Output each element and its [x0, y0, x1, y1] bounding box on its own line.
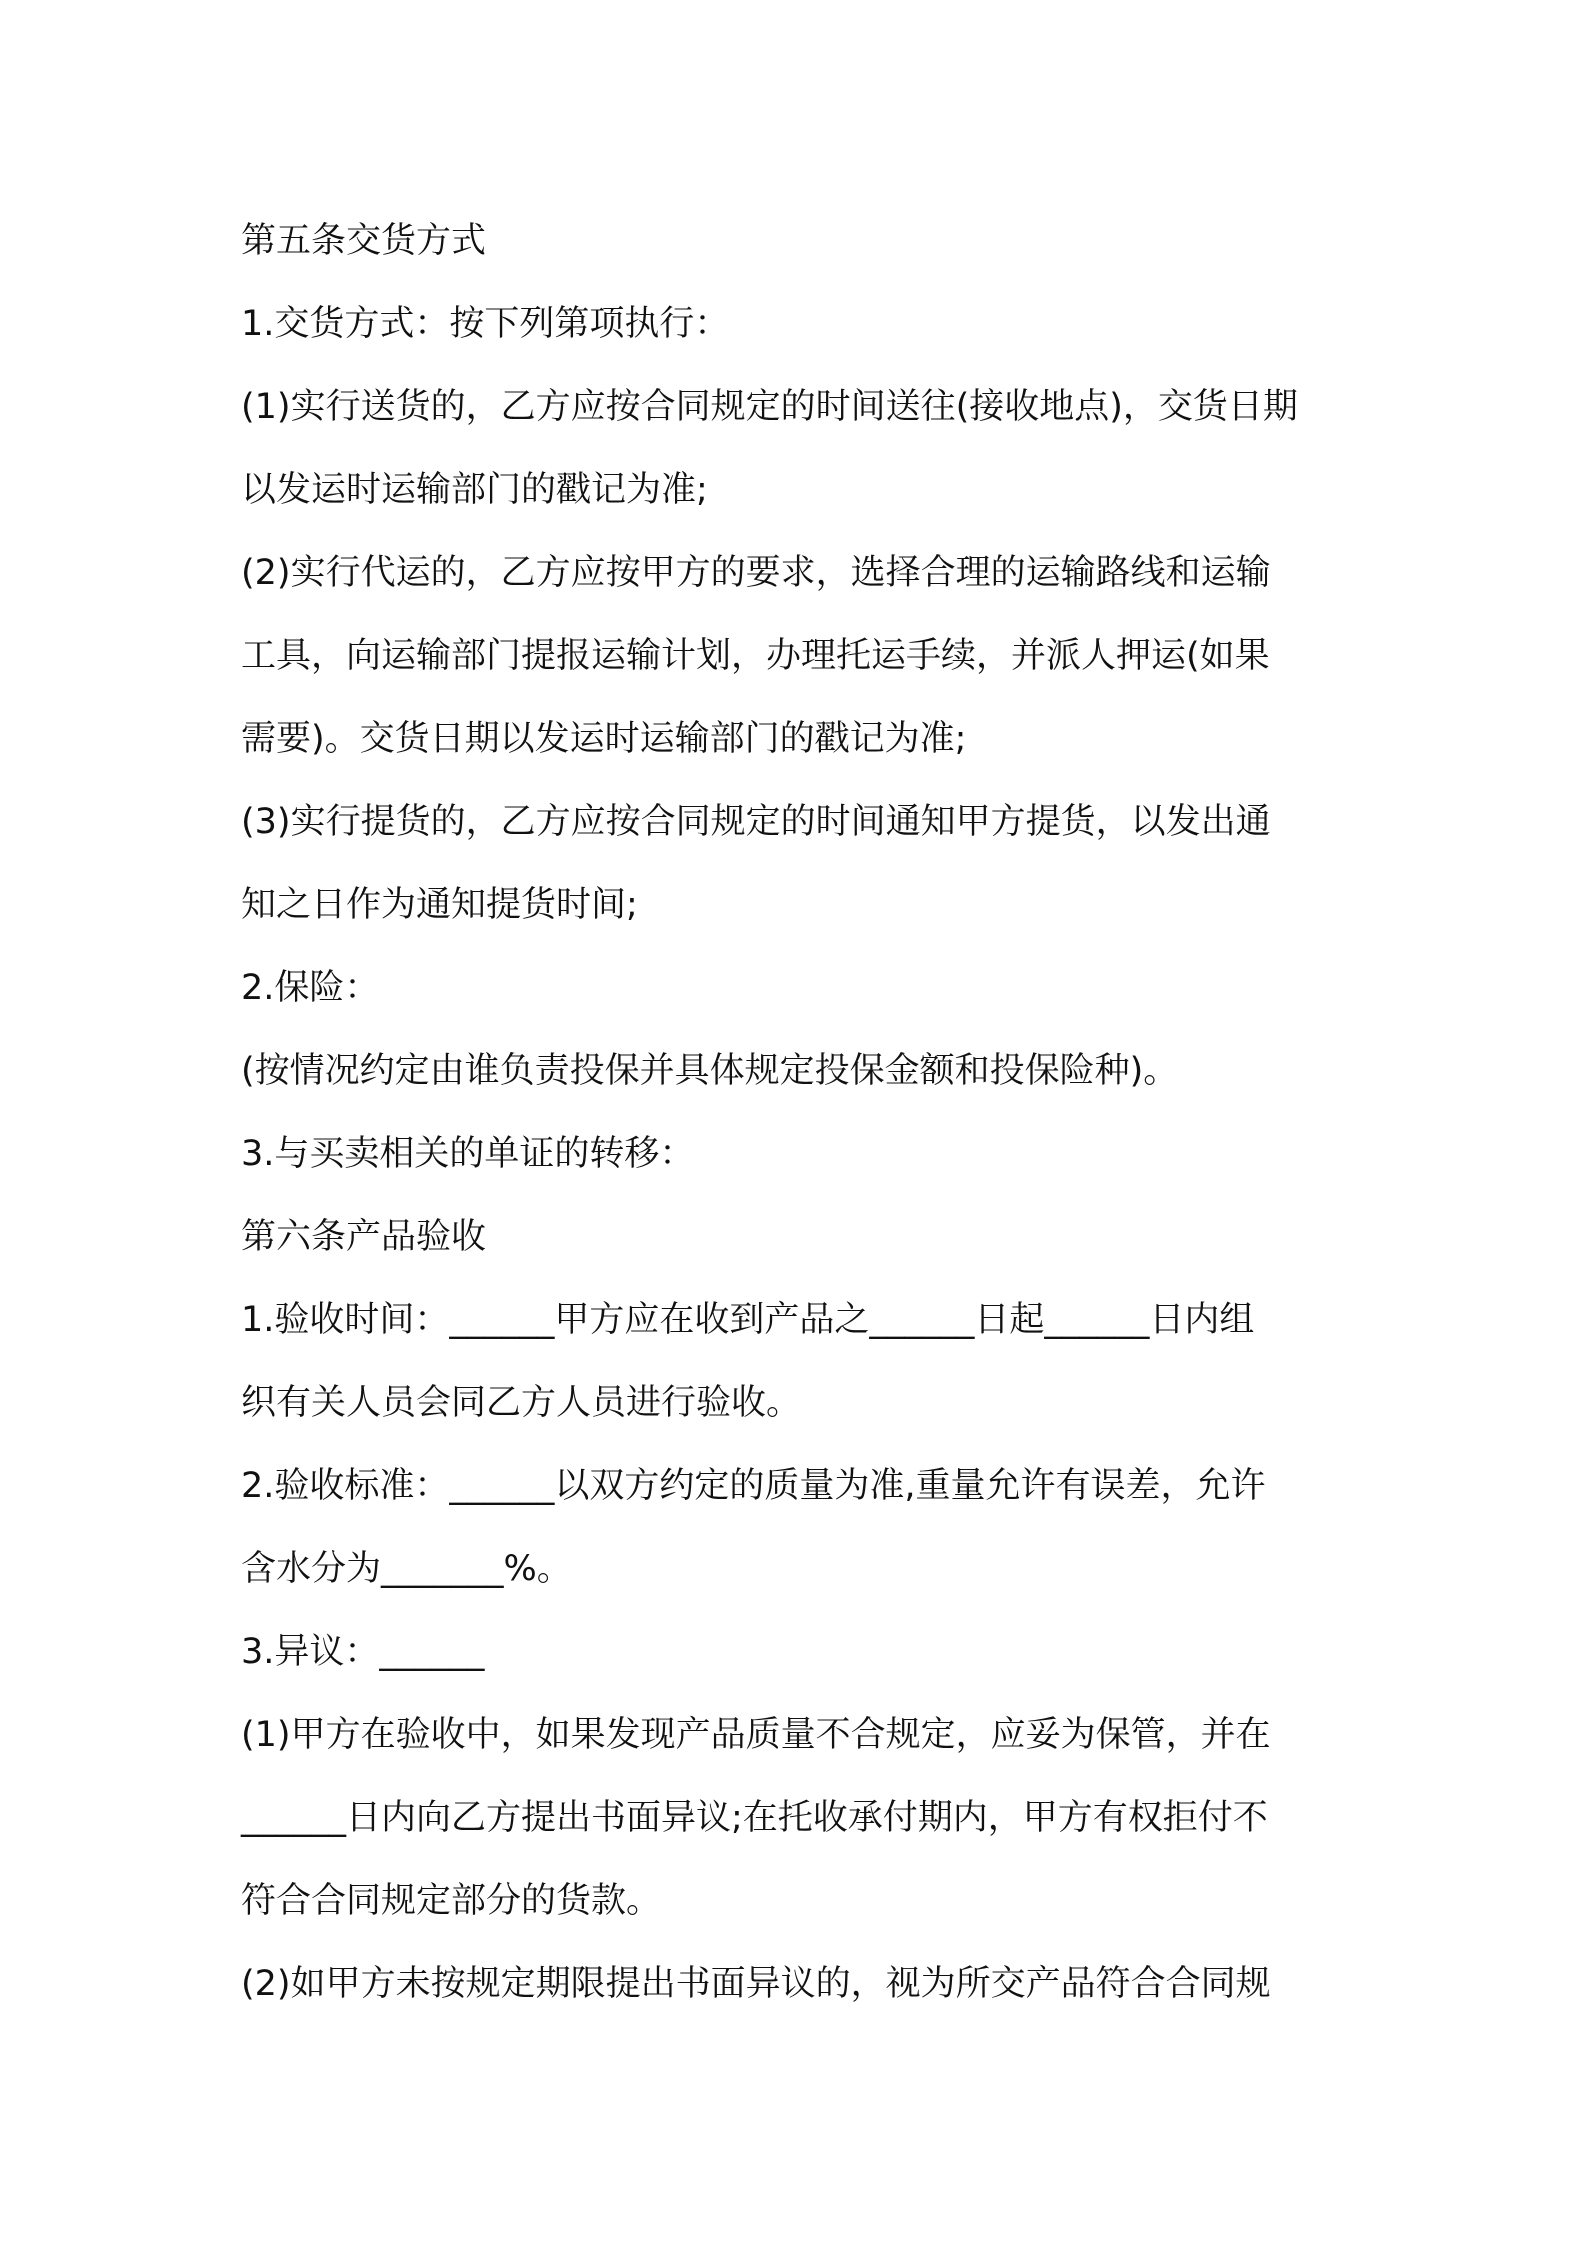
- article-6-heading: 第六条产品验收: [241, 1217, 487, 1257]
- delivery-option-2-line-3: 需要)。交货日期以发运时运输部门的戳记为准;: [241, 719, 967, 759]
- objection-item-1-line-1: (1)甲方在验收中，如果发现产品质量不合规定，应妥为保管，并在: [241, 1715, 1271, 1755]
- document-transfer-clause: 3.与买卖相关的单证的转移：: [241, 1134, 695, 1174]
- document-body: [241, 200, 1351, 2026]
- insurance-clause: 2.保险：: [241, 968, 380, 1008]
- delivery-option-1-line-1: (1)实行送货的，乙方应按合同规定的时间送往(接收地点)，交货日期: [241, 387, 1298, 427]
- objection-item-1-line-3: 符合合同规定部分的货款。: [241, 1881, 662, 1921]
- inspection-standard-line-2: 含水分为_______%。: [241, 1549, 572, 1589]
- inspection-standard-line-1: 2.验收标准：______以双方约定的质量为准,重量允许有误差，允许: [241, 1466, 1266, 1506]
- inspection-time-line-2: 织有关人员会同乙方人员进行验收。: [241, 1383, 802, 1423]
- delivery-option-1-line-2: 以发运时运输部门的戳记为准;: [241, 470, 708, 510]
- delivery-option-2-line-1: (2)实行代运的，乙方应按甲方的要求，选择合理的运输路线和运输: [241, 553, 1271, 593]
- delivery-option-2-line-2: 工具，向运输部门提报运输计划，办理托运手续，并派人押运(如果: [241, 636, 1270, 676]
- objection-item-2-line-1: (2)如甲方未按规定期限提出书面异议的，视为所交产品符合合同规: [241, 1964, 1271, 2004]
- inspection-time-line-1: 1.验收时间：______甲方应在收到产品之______日起______日内组: [241, 1300, 1255, 1340]
- delivery-method-clause: 1.交货方式：按下列第项执行：: [241, 304, 730, 344]
- article-5-heading: 第五条交货方式: [241, 221, 487, 261]
- objection-item-1-line-2: ______日内向乙方提出书面异议;在托收承付期内，甲方有权拒付不: [241, 1798, 1268, 1838]
- insurance-description: (按情况约定由谁负责投保并具体规定投保金额和投保险种)。: [241, 1051, 1179, 1091]
- delivery-option-3-line-1: (3)实行提货的，乙方应按合同规定的时间通知甲方提货，以发出通: [241, 802, 1271, 842]
- delivery-option-3-line-2: 知之日作为通知提货时间;: [241, 885, 638, 925]
- objection-clause: 3.异议：______: [241, 1632, 485, 1672]
